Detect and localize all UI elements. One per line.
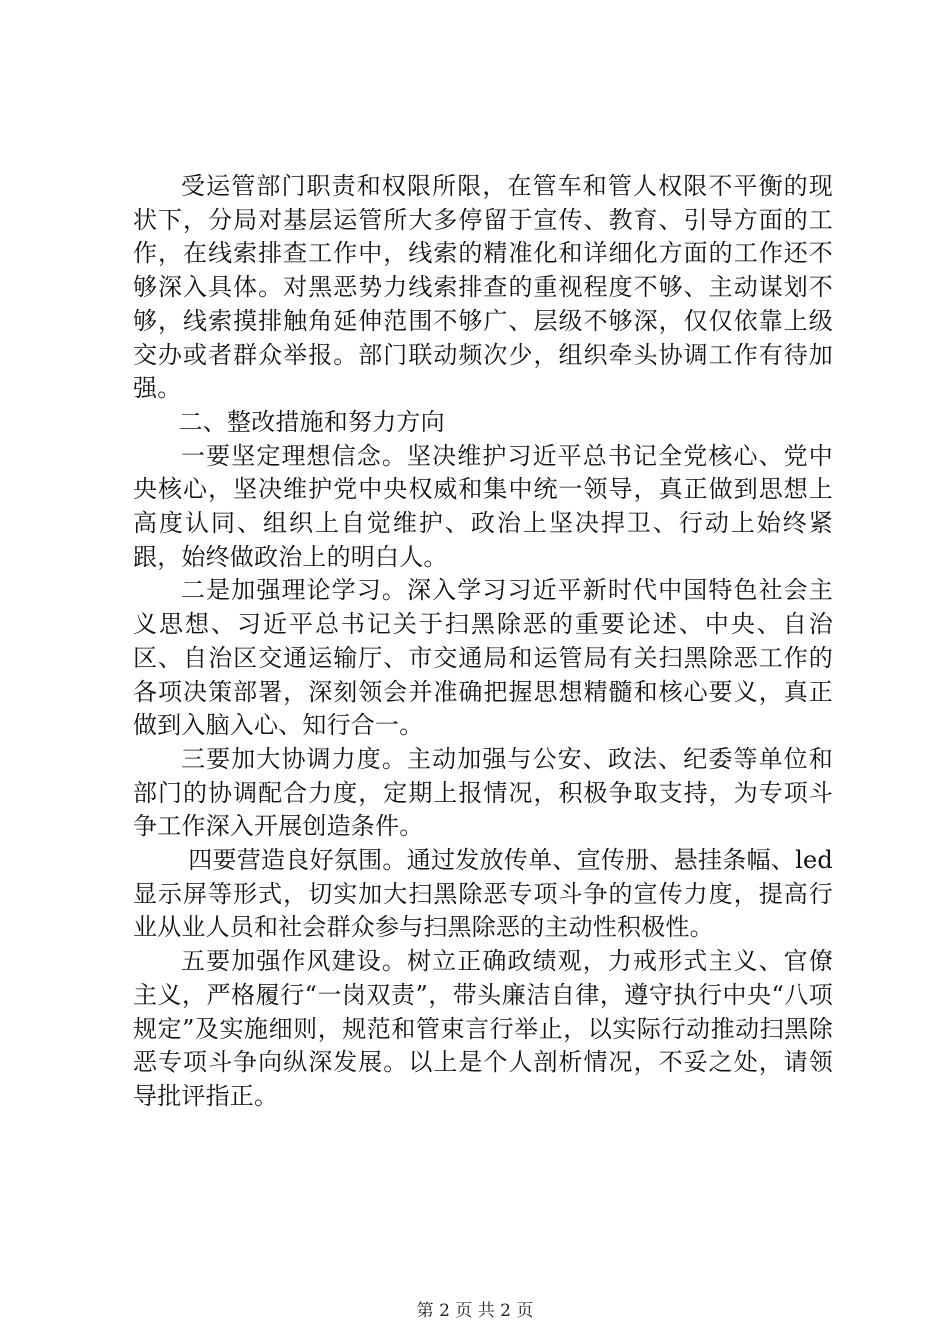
- page-footer: 第 2 页 共 2 页: [416, 1301, 534, 1321]
- section-heading-rectification: 二、整改措施和努力方向: [178, 407, 445, 436]
- paragraph-measure-3: 三要加大协调力度。主动加强与公安、政法、纪委等单位和部门的协调配合力度，定期上报情况，积极争取支持，为专项斗争工作深入开展创造条件。: [133, 744, 833, 841]
- paragraph-current-problems: 受运管部门职责和权限所限，在管车和管人权限不平衡的现状下，分局对基层运管所大多停留于宣传、教育、引导方面的工作，在线索排查工作中，线索的精准化和详细化方面的工作还不够深入具体。对黑恶势力线索排查的重视程度不够、主动谋划不够，线索摸排触角延伸范围不够广、层级不够深，仅仅依靠上级交办或者群众举报。部门联动频次少，组织牵头协调工作有待加强。: [133, 172, 833, 403]
- paragraph-measure-2: 二是加强理论学习。深入学习习近平新时代中国特色社会主义思想、习近平总书记关于扫黑除恶的重要论述、中央、自治区、自治区交通运输厅、市交通局和运管局有关扫黑除恶工作的各项决策部署，深刻领会并准确把握思想精髓和核心要义，真正做到入脑入心、知行合一。: [133, 576, 833, 740]
- paragraph-measure-5: 五要加强作风建设。树立正确政绩观，力戒形式主义、官僚主义，严格履行“一岗双责”，带头廉洁自律，遵守执行中央“八项规定”及实施细则，规范和管束言行举止，以实际行动推动扫黑除恶专项斗争向纵深发展。以上是个人剖析情况，不妥之处，请领导批评指正。: [133, 947, 833, 1110]
- paragraph-measure-4: 四要营造良好氛围。通过发放传单、宣传册、悬挂条幅、led显示屏等形式，切实加大扫黑除恶专项斗争的宣传力度，提高行业从业人员和社会群众参与扫黑除恶的主动性积极性。: [133, 846, 833, 942]
- paragraph-measure-1: 一要坚定理想信念。坚决维护习近平总书记全党核心、党中央核心，坚决维护党中央权威和集中统一领导，真正做到思想上高度认同、组织上自觉维护、政治上坚决捍卫、行动上始终紧跟，始终做政治上的明白人。: [133, 441, 833, 571]
- document-body: [133, 170, 833, 1114]
